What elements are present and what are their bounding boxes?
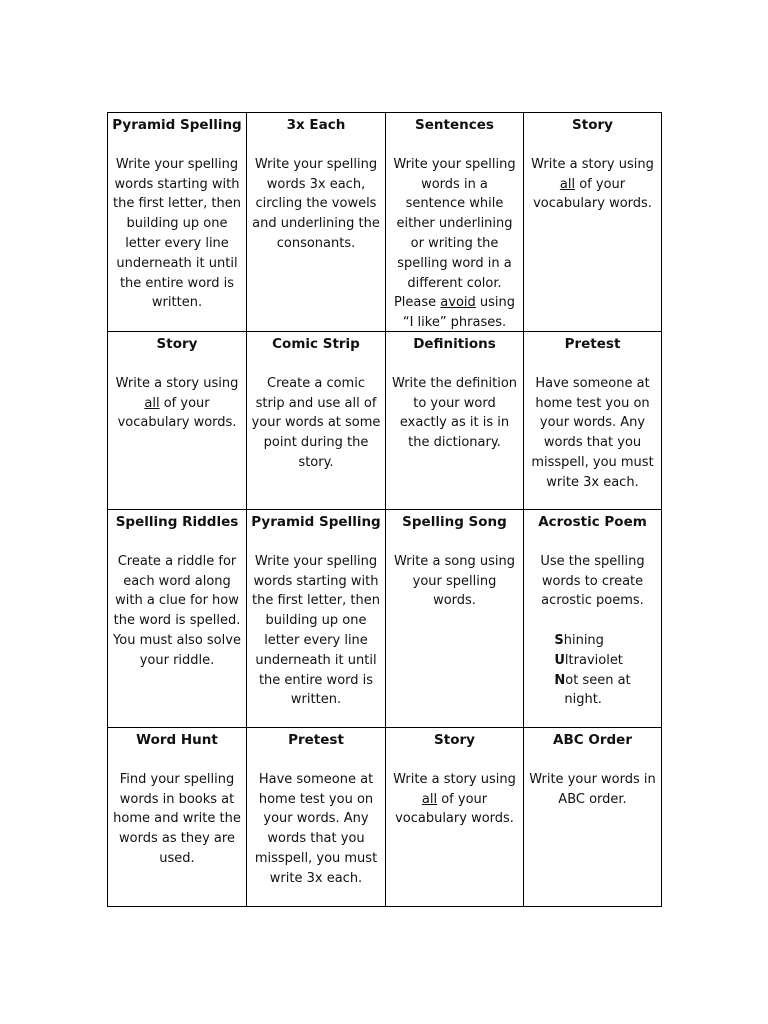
activity-title: Acrostic Poem bbox=[538, 514, 647, 530]
activity-title: Pyramid Spelling bbox=[251, 514, 381, 530]
activity-description: Write your spelling words 3x each, circling the vowels and underlining the consonants. bbox=[252, 156, 380, 251]
activity-description: Find your spelling words in books at home and write the words as they are used. bbox=[113, 771, 241, 866]
activity-cell bbox=[247, 332, 385, 509]
acrostic-poem-example bbox=[554, 631, 630, 710]
underlined-word: all bbox=[144, 395, 160, 411]
underlined-word: avoid bbox=[440, 295, 476, 311]
activity-cell bbox=[247, 113, 385, 331]
activity-title: Comic Strip bbox=[272, 336, 360, 352]
activity-cell bbox=[524, 510, 661, 727]
activity-cell bbox=[386, 728, 523, 906]
activity-cell bbox=[108, 113, 246, 331]
activity-cell bbox=[108, 728, 246, 906]
activity-cell bbox=[386, 510, 523, 727]
activity-title: 3x Each bbox=[286, 117, 346, 133]
activity-description: Write a story using all of your vocabulary words. bbox=[115, 375, 239, 431]
underlined-word: all bbox=[559, 176, 576, 192]
underlined-word: all bbox=[421, 791, 438, 807]
activity-cell bbox=[524, 728, 661, 906]
activity-description: Write a story using all of your vocabulary words. bbox=[531, 156, 654, 212]
activity-cell bbox=[386, 332, 523, 509]
activity-description: Write your words in ABC order. bbox=[529, 771, 656, 807]
activity-title: Story bbox=[156, 336, 198, 352]
activity-title: Sentences bbox=[415, 117, 494, 133]
activity-description: Write a story using all of your vocabulary words. bbox=[393, 771, 516, 827]
activity-cell bbox=[108, 332, 246, 509]
poem-line: Shining bbox=[554, 632, 604, 648]
poem-line: Ultraviolet bbox=[554, 652, 623, 668]
poem-line: Not seen at bbox=[554, 672, 631, 688]
activity-title: Word Hunt bbox=[136, 732, 218, 748]
activity-grid bbox=[107, 112, 662, 907]
activity-title: Pyramid Spelling bbox=[112, 117, 242, 133]
activity-cell bbox=[386, 113, 523, 331]
activity-description: Write your spelling words in a sentence while either underlining or writing the spelling word in a different color. Please avoid using “I like” phrases. bbox=[393, 156, 516, 331]
activity-cell bbox=[524, 332, 661, 509]
activity-title: Definitions bbox=[413, 336, 496, 352]
activity-description: Create a riddle for each word along with a clue for how the word is spelled. You must also solve your riddle. bbox=[113, 553, 241, 668]
activity-cell bbox=[524, 113, 661, 331]
activity-cell bbox=[108, 510, 246, 727]
activity-cell bbox=[247, 728, 385, 906]
activity-description: Use the spelling words to create acrostic poems. bbox=[540, 553, 645, 609]
activity-description: Have someone at home test you on your words. Any words that you misspell, you must write 3x each. bbox=[254, 771, 378, 886]
activity-title: Story bbox=[572, 117, 613, 133]
activity-title: Spelling Song bbox=[402, 514, 507, 530]
activity-title: Story bbox=[434, 732, 475, 748]
activity-cell bbox=[247, 510, 385, 727]
poem-line: night. bbox=[564, 692, 602, 708]
activity-title: ABC Order bbox=[553, 732, 632, 748]
activity-description: Write your spelling words starting with the first letter, then building up one letter every line underneath it until the entire word is written. bbox=[113, 156, 241, 311]
activity-description: Have someone at home test you on your words. Any words that you misspell, you must write 3x each. bbox=[531, 375, 654, 490]
activity-title: Spelling Riddles bbox=[115, 514, 239, 530]
activity-description: Write the definition to your word exactly as it is in the dictionary. bbox=[391, 375, 518, 451]
activity-description: Write a song using your spelling words. bbox=[393, 553, 516, 609]
activity-title: Pretest bbox=[288, 732, 344, 748]
activity-title: Pretest bbox=[564, 336, 621, 352]
activity-description: Create a comic strip and use all of your words at some point during the story. bbox=[251, 375, 381, 470]
activity-description: Write your spelling words starting with the first letter, then building up one letter every line underneath it until the entire word is written. bbox=[252, 553, 380, 708]
